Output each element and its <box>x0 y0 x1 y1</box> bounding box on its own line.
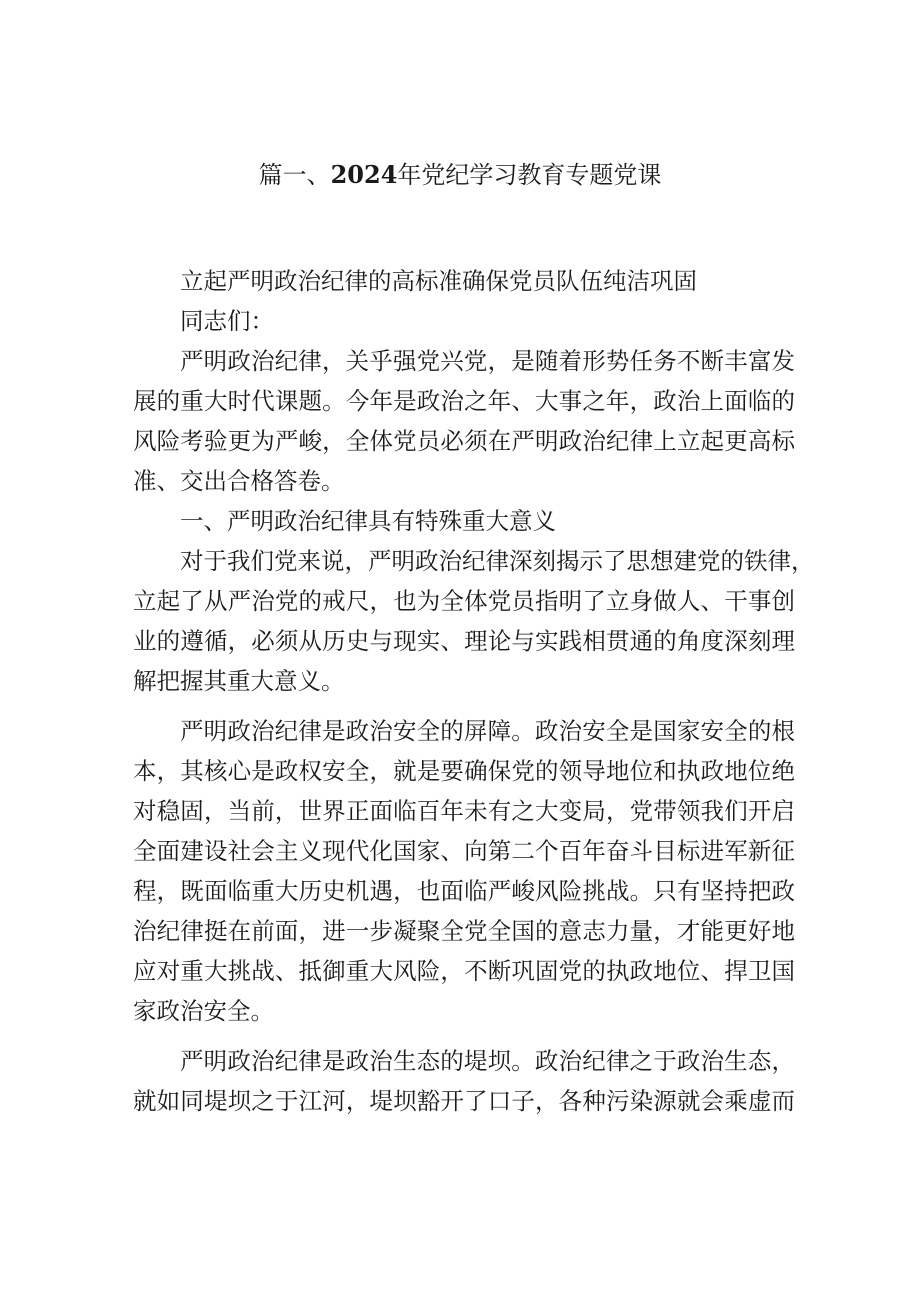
paragraph <box>133 541 815 701</box>
paragraph-line: 立起了从严治党的戒尺，也为全体党员指明了立身做人、干事创 <box>133 587 795 615</box>
paragraph-line: 家政治安全。 <box>133 997 274 1025</box>
title-suffix: 年党纪学习教育专题党课 <box>397 161 662 189</box>
paragraph-line: 对稳固，当前，世界正面临百年未有之大变局，党带领我们开启 <box>133 797 795 825</box>
paragraph-line: 严明政治纪律是政治安全的屏障。政治安全是国家安全的根 <box>180 717 795 745</box>
paragraph-line: 准、交出合格答卷。 <box>133 467 345 495</box>
section-heading <box>133 501 795 541</box>
paragraph-line: 治纪律挺在前面，进一步凝聚全党全国的意志力量，才能更好地 <box>133 917 795 945</box>
paragraph-line: 应对重大挑战、抵御重大风险，不断巩固党的执政地位、捍卫国 <box>133 957 795 985</box>
paragraph-line: 严明政治纪律是政治生态的堤坝。政治纪律之于政治生态， <box>180 1047 795 1075</box>
section-heading-text: 一、严明政治纪律具有特殊重大意义 <box>180 507 556 535</box>
paragraph-line: 本，其核心是政权安全，就是要确保党的领导地位和执政地位绝 <box>133 757 795 785</box>
paragraph-line: 就如同堤坝之于江河，堤坝豁开了口子，各种污染源就会乘虚而 <box>133 1087 795 1115</box>
paragraph-line: 对于我们党来说，严明政治纪律深刻揭示了思想建党的铁律， <box>180 547 815 575</box>
document-title <box>0 155 920 195</box>
paragraph-line: 程，既面临重大历史机遇，也面临严峻风险挑战。只有坚持把政 <box>133 877 795 905</box>
document-body <box>133 261 815 1121</box>
subtitle: 立起严明政治纪律的高标准确保党员队伍纯洁巩固 <box>180 267 697 295</box>
paragraph <box>133 711 795 1031</box>
paragraph <box>133 1041 795 1121</box>
paragraph-line: 严明政治纪律，关乎强党兴党，是随着形势任务不断丰富发 <box>180 347 795 375</box>
paragraph-line: 解把握其重大意义。 <box>133 667 345 695</box>
greeting: 同志们： <box>180 307 274 335</box>
paragraph-spacing <box>133 701 795 711</box>
paragraph-line: 风险考验更为严峻，全体党员必须在严明政治纪律上立起更高标 <box>133 427 795 455</box>
paragraph-line: 展的重大时代课题。今年是政治之年、大事之年，政治上面临的 <box>133 387 795 415</box>
paragraph-line: 业的遵循，必须从历史与现实、理论与实践相贯通的角度深刻理 <box>133 627 795 655</box>
paragraph-spacing <box>133 1031 795 1041</box>
title-prefix: 篇一、 <box>258 161 331 189</box>
paragraph <box>133 341 795 501</box>
title-year: 2024 <box>330 160 398 189</box>
paragraph-line: 全面建设社会主义现代化国家、向第二个百年奋斗目标进军新征 <box>133 837 795 865</box>
